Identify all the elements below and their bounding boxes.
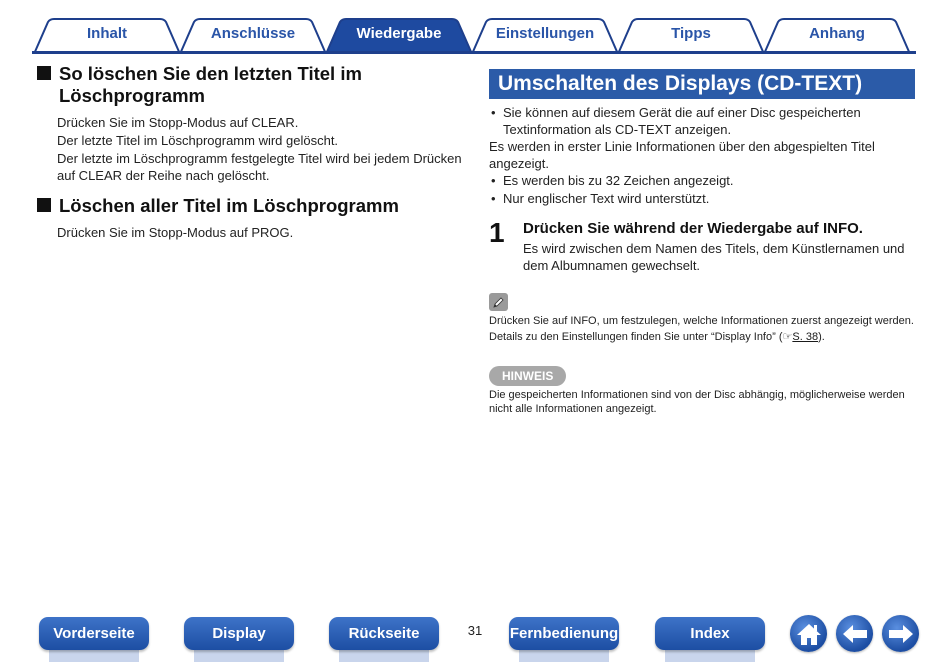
bullet-text: Es werden bis zu 32 Zeichen angezeigt. — [503, 173, 734, 188]
tab-label: Anhang — [809, 25, 865, 42]
tab-label: Tipps — [671, 25, 711, 42]
section-banner-title: Umschalten des Displays (CD-TEXT) — [489, 69, 915, 99]
hinweis-badge: HINWEIS — [489, 366, 566, 386]
section-heading — [37, 63, 467, 107]
button-stub — [194, 650, 284, 662]
body-line: Drücken Sie im Stopp-Modus auf CLEAR. — [57, 115, 299, 130]
button-stub — [339, 650, 429, 662]
nav-rueckseite[interactable] — [329, 617, 439, 652]
button-stub — [665, 650, 755, 662]
section-heading-text: Löschen aller Titel im Löschprogramm — [59, 195, 399, 216]
bullet-dot-icon: • — [491, 105, 496, 120]
note-line — [489, 330, 915, 344]
square-bullet-icon — [37, 66, 51, 80]
home-icon — [796, 622, 822, 646]
tab-anhang[interactable] — [762, 18, 912, 54]
section-delete-last-track — [37, 63, 467, 185]
button-stub — [49, 650, 139, 662]
tab-label: Anschlüsse — [210, 25, 296, 42]
nav-index[interactable] — [655, 617, 765, 652]
tab-label: Inhalt — [87, 25, 127, 42]
section-body — [57, 224, 467, 241]
section-heading-text: So löschen Sie den letzten Titel im Löschprogramm — [59, 63, 362, 106]
tab-baseline — [32, 51, 916, 54]
section-body — [57, 114, 467, 184]
step-1 — [489, 219, 915, 274]
nav-display[interactable] — [184, 617, 294, 652]
page-reference-link[interactable]: S. 38 — [792, 331, 819, 343]
note-line: Drücken Sie auf INFO, um festzulegen, welche Informationen zuerst angezeigt werden. — [489, 315, 914, 327]
back-button[interactable] — [836, 615, 873, 652]
body-line: Der letzte im Löschprogramm festgelegte Titel wird bei jedem Drücken auf CLEAR der Reihe nach gelöscht. — [57, 151, 462, 183]
step-number: 1 — [489, 217, 505, 248]
home-button[interactable] — [790, 615, 827, 652]
tab-label: Einstellungen — [495, 25, 595, 42]
arrow-left-icon — [842, 624, 868, 644]
forward-button[interactable] — [882, 615, 919, 652]
nav-label: Display — [184, 617, 294, 650]
body-line: Drücken Sie im Stopp-Modus auf PROG. — [57, 225, 294, 240]
tab-inhalt[interactable] — [32, 18, 182, 54]
body-line: Der letzte Titel im Löschprogramm wird gelöscht. — [57, 133, 339, 148]
tab-wiedergabe[interactable] — [324, 18, 474, 54]
nav-label: Fernbedienung — [509, 617, 619, 650]
note-text — [489, 314, 915, 344]
bullet-item — [489, 105, 915, 138]
plain-text: Es werden in erster Linie Informationen über den abgespielten Titel angezeigt. — [489, 139, 875, 171]
tab-tipps[interactable] — [616, 18, 766, 54]
bullet-dot-icon: • — [491, 190, 496, 206]
button-stub — [519, 650, 609, 662]
bullet-item — [489, 191, 915, 208]
note-prefix: Details zu den Einstellungen finden Sie unter “Display Info” ( — [489, 331, 783, 343]
intro-text — [489, 105, 915, 207]
section-delete-all-tracks — [37, 195, 467, 242]
note-suffix: ). — [818, 331, 825, 343]
pencil-icon — [489, 293, 508, 311]
section-heading — [37, 195, 467, 217]
pencil-glyph — [492, 296, 505, 309]
bullet-item — [489, 173, 915, 190]
nav-label: Rückseite — [329, 617, 439, 650]
nav-fernbedienung[interactable] — [509, 617, 619, 652]
bullet-dot-icon: • — [491, 173, 496, 188]
tab-anschluesse[interactable] — [178, 18, 328, 54]
section-cd-text — [489, 69, 915, 416]
step-description: Es wird zwischen dem Namen des Titels, dem Künstlernamen und dem Albumnamen gewechselt. — [523, 241, 905, 273]
tab-einstellungen[interactable] — [470, 18, 620, 54]
reference-hand-icon: ☞ — [782, 331, 793, 343]
hinweis-text: Die gespeicherten Informationen sind von der Disc abhängig, möglicherweise werden nicht alle Informationen angezeigt. — [489, 389, 905, 415]
square-bullet-icon — [37, 198, 51, 212]
step-title: Drücken Sie während der Wiedergabe auf INFO. — [523, 220, 863, 237]
bullet-text: Nur englischer Text wird unterstützt. — [503, 190, 710, 206]
nav-label: Vorderseite — [39, 617, 149, 650]
nav-label: Index — [655, 617, 765, 650]
arrow-right-icon — [888, 624, 914, 644]
bullet-text: Sie können auf diesem Gerät die auf einer Disc gespeicherten Textinformation als CD-TEXT anzeigen. — [503, 105, 861, 137]
chapter-tab-bar — [32, 16, 916, 54]
page-number: 31 — [467, 623, 483, 638]
tab-label: Wiedergabe — [356, 25, 442, 42]
nav-vorderseite[interactable] — [39, 617, 149, 652]
